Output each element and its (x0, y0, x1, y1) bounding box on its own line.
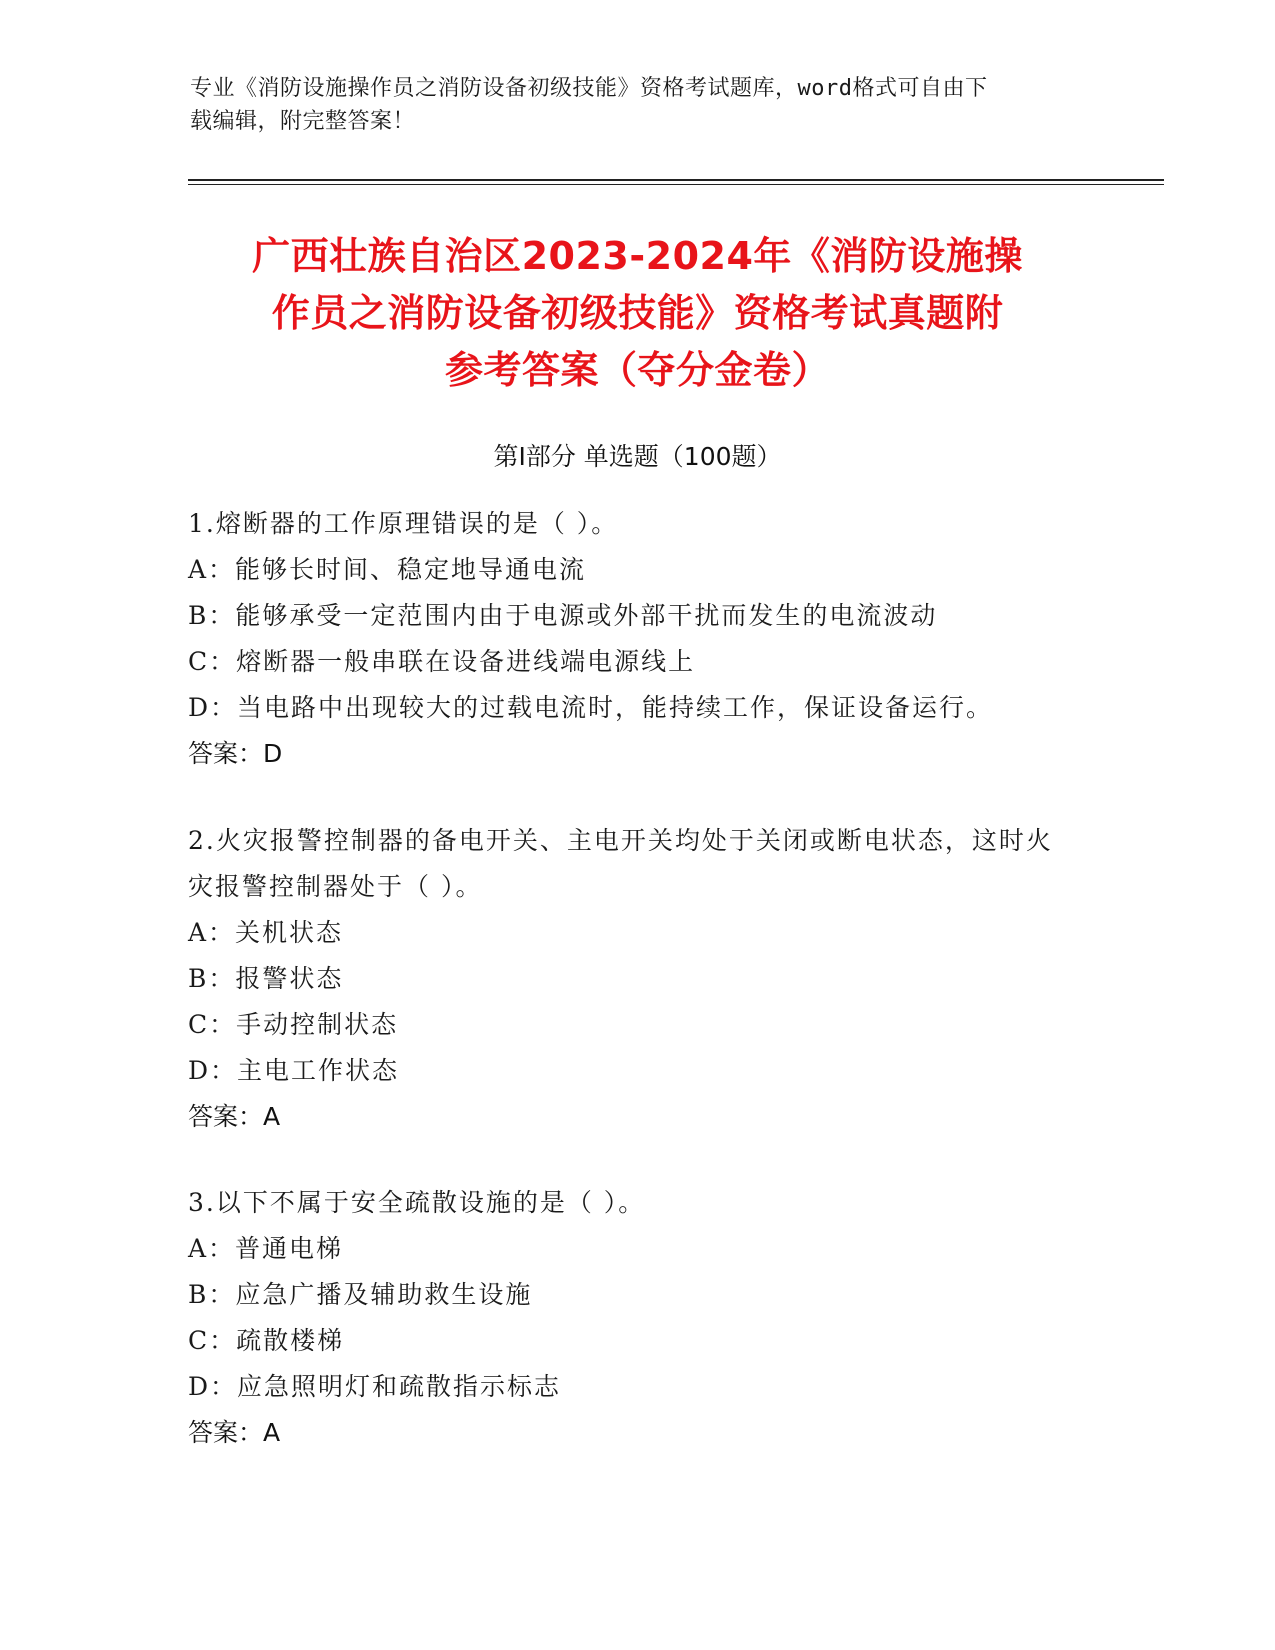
document-header-note (190, 72, 1090, 138)
option-a: A：能够长时间、稳定地导通电流 (188, 555, 587, 584)
option-b: B：应急广播及辅助救生设施 (188, 1280, 533, 1309)
question-2 (188, 818, 1068, 1140)
header-note-line-1: 专业《消防设施操作员之消防设备初级技能》资格考试题库，word格式可自由下 (190, 76, 988, 101)
answer: 答案：A (188, 1418, 281, 1447)
option-c: C：疏散楼梯 (188, 1326, 345, 1355)
question-stem: 1.熔断器的工作原理错误的是（ ）。 (188, 509, 619, 538)
option-c: C：手动控制状态 (188, 1010, 399, 1039)
option-a: A：普通电梯 (188, 1234, 344, 1263)
option-d: D：应急照明灯和疏散指示标志 (188, 1372, 562, 1401)
title-line-3: 参考答案（夺分金卷） (444, 348, 830, 392)
option-a: A：关机状态 (188, 918, 344, 947)
option-b: B：能够承受一定范围内由于电源或外部干扰而发生的电流波动 (188, 601, 938, 630)
title-line-1: 广西壮族自治区2023-2024年《消防设施操 (252, 234, 1023, 278)
answer: 答案：A (188, 1102, 281, 1131)
option-d: D：当电路中出现较大的过载电流时，能持续工作，保证设备运行。 (188, 693, 994, 722)
answer: 答案：D (188, 739, 283, 768)
option-d: D：主电工作状态 (188, 1056, 400, 1085)
question-1 (188, 501, 1148, 777)
section-heading: 第Ⅰ部分 单选题（100题） (493, 442, 782, 471)
title-line-2: 作员之消防设备初级技能》资格考试真题附 (271, 291, 1004, 335)
header-note-line-2: 载编辑，附完整答案！ (190, 109, 416, 134)
header-divider-thick (188, 179, 1164, 181)
option-c: C：熔断器一般串联在设备进线端电源线上 (188, 647, 696, 676)
question-stem: 2.火灾报警控制器的备电开关、主电开关均处于关闭或断电状态，这时火灾报警控制器处于（ ）。 (188, 826, 1053, 901)
header-divider-thin (188, 184, 1164, 185)
document-title (150, 228, 1125, 399)
question-stem: 3.以下不属于安全疏散设施的是（ ）。 (188, 1188, 646, 1217)
option-b: B：报警状态 (188, 964, 344, 993)
question-3 (188, 1180, 1148, 1456)
